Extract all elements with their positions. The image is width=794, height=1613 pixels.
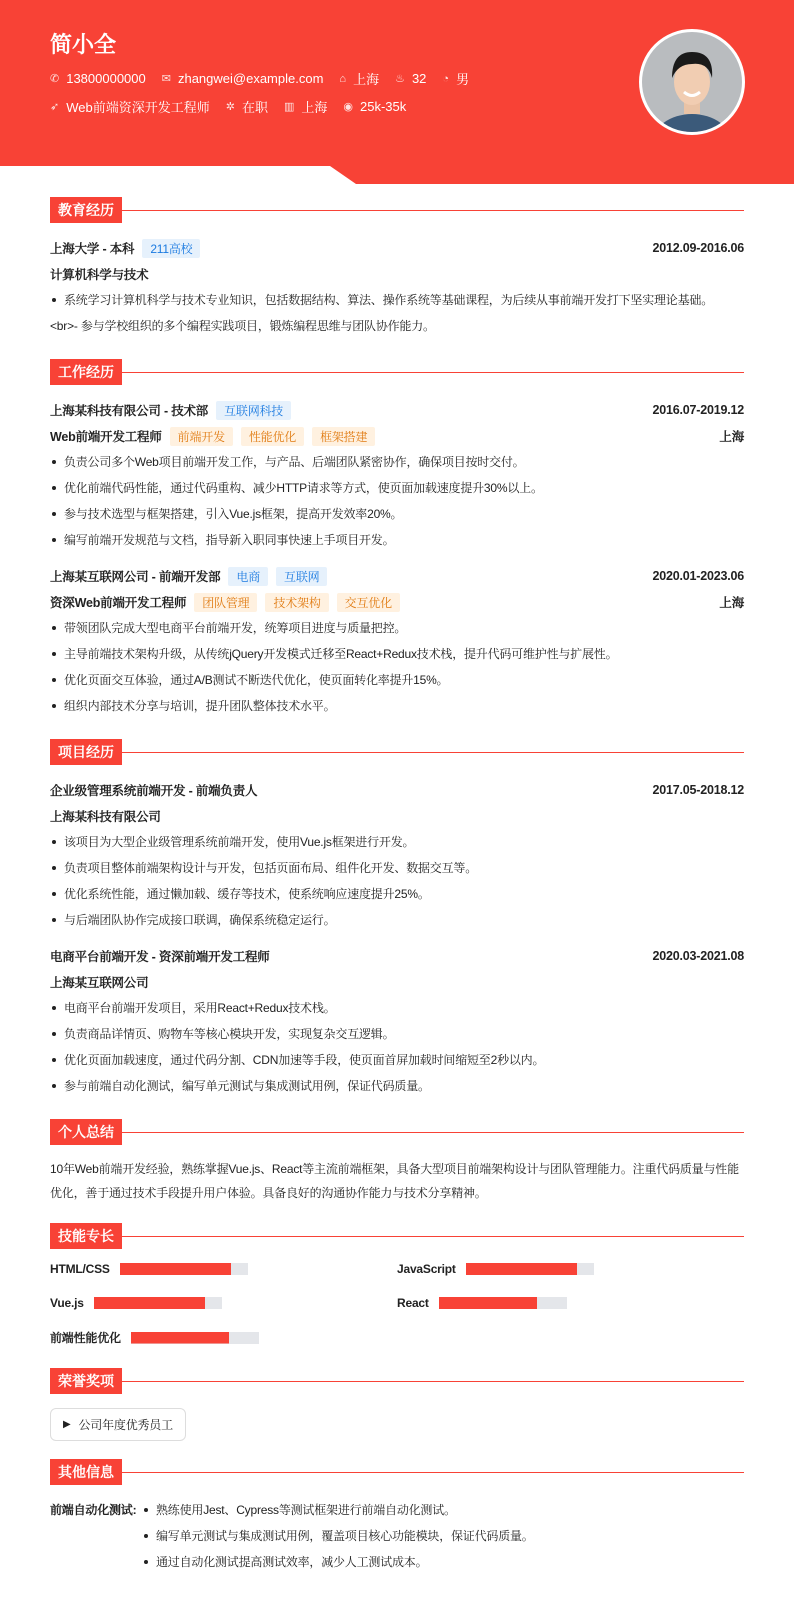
industry-tag: 互联网科技 [216,401,291,420]
divider [122,1472,744,1473]
email-icon: ✉ [161,73,171,85]
skill-name: HTML/CSS [50,1262,110,1276]
project-date: 2020.03-2021.08 [652,949,744,963]
gender-icon: ◔ [442,72,450,85]
divider [122,752,744,753]
list-item: 参与前端自动化测试，编写单元测试与集成测试用例，保证代码质量。 [50,1073,744,1099]
status-icon: ✲ [225,101,235,113]
list-item: 组织内部技术分享与培训，提升团队整体技术水平。 [50,693,744,719]
skill-level-bar [94,1297,222,1309]
award-item[interactable] [50,1408,186,1441]
work-city: 上海 [719,596,744,610]
list-item: 电商平台前端开发项目，采用React+Redux技术栈。 [50,995,744,1021]
list-item: 负责项目整体前端架构设计与开发，包括页面布局、组件化开发、数据交互等。 [50,855,744,881]
section-title: 工作经历 [50,359,122,385]
skill-level-fill [466,1263,577,1275]
section-title: 其他信息 [50,1459,122,1485]
skill-name: React [397,1296,429,1310]
contact-row [50,69,469,88]
work-bullets [50,449,744,553]
skill-tag: 前端开发 [170,427,233,446]
work-company-group [50,567,327,586]
edu-extra: <br>- 参与学校组织的多个编程实践项目，锻炼编程思维与团队协作能力。 [50,319,435,333]
skill-item [50,1295,397,1311]
list-item: 编写单元测试与集成测试用例，覆盖项目核心功能模块，保证代码质量。 [142,1523,744,1549]
industry-tag: 电商 [228,567,268,586]
cake-icon: ♨ [395,73,405,85]
list-item: 负责公司多个Web项目前端开发工作，与产品、后端团队紧密协作，确保项目按时交付。 [50,449,744,475]
award-label: 公司年度优秀员工 [78,1418,173,1432]
project-date: 2017.05-2018.12 [652,783,744,797]
skill-tag: 技术架构 [265,593,328,612]
list-item: 优化页面加载速度，通过代码分割、CDN加速等手段，使页面首屏加载时间缩短至2秒以内。 [50,1047,744,1073]
project-header [50,943,744,969]
section-projects [50,739,744,765]
skill-level-bar [439,1297,567,1309]
work-title-group [50,427,375,446]
project-bullets [50,995,744,1099]
candidate-name: 简小全 [50,32,117,57]
section-title: 荣誉奖项 [50,1368,122,1394]
home-icon: ⌂ [339,72,347,85]
list-item: 优化前端代码性能，通过代码重构、减少HTTP请求等方式，使页面加载速度提升30%以上。 [50,475,744,501]
skill-level-fill [120,1263,231,1275]
work-date: 2016.07-2019.12 [652,403,744,417]
salary-icon: ◉ [343,101,353,113]
building-icon: ▥ [283,101,295,113]
phone: 13800000000 [66,71,146,86]
skill-item [50,1261,397,1277]
project-company: 上海某科技有限公司 [50,810,161,824]
skill-tag: 交互优化 [337,593,400,612]
resume-body [50,183,744,1575]
skill-level-bar [466,1263,594,1275]
job-title: 资深Web前端开发工程师 [50,596,187,610]
skill-level-fill [94,1297,205,1309]
caret-right-icon: ▶ [63,1419,71,1430]
edu-date: 2012.09-2016.06 [652,241,744,255]
list-item: 负责商品详情页、购物车等核心模块开发，实现复杂交互逻辑。 [50,1021,744,1047]
spacer [50,553,744,563]
job-title: Web前端开发工程师 [50,430,162,444]
project-company: 上海某互联网公司 [50,976,149,990]
list-item: 与后端团队协作完成接口联调，确保系统稳定运行。 [50,907,744,933]
section-summary [50,1119,744,1145]
summary-text: 10年Web前端开发经验，熟练掌握Vue.js、React等主流前端框架，具备大型项目前端架构设计与团队管理能力。注重代码质量与性能优化，善于通过技术手段提升用户体验。具备良好的沟通协作能力与技术分享精神。 [50,1162,739,1200]
section-title: 教育经历 [50,197,122,223]
send-icon: ➶ [50,101,60,113]
company: 上海某科技有限公司 - 技术部 [50,404,209,418]
skill-level-bar [131,1332,259,1344]
work-company-group [50,401,291,420]
section-other [50,1459,744,1485]
project-company-row [50,969,744,995]
list-item: 优化页面交互体验，通过A/B测试不断迭代优化，使页面转化率提升15%。 [50,667,744,693]
school: 上海大学 - 本科 [50,242,135,256]
section-education [50,197,744,223]
work-header [50,563,744,589]
project-name: 企业级管理系统前端开发 - 前端负责人 [50,784,258,798]
project-company-row [50,803,744,829]
skill-item [397,1261,744,1277]
skill-item [50,1329,397,1346]
list-item: 优化系统性能，通过懒加载、缓存等技术，使系统响应速度提升25%。 [50,881,744,907]
email: zhangwei@example.com [177,71,324,86]
list-item: 主导前端技术架构升级，从传统jQuery开发模式迁移至React+Redux技术栈，提升代码可维护性与扩展性。 [50,641,744,667]
list-item: 带领团队完成大型电商平台前端开发，统筹项目进度与质量把控。 [50,615,744,641]
work-title-row [50,423,744,449]
city: 上海 [353,72,380,87]
skill-name: JavaScript [397,1262,456,1276]
work-title-group [50,593,400,612]
skill-tag: 性能优化 [241,427,304,446]
section-title: 个人总结 [50,1119,122,1145]
section-title: 项目经历 [50,739,122,765]
phone-icon: ✆ [50,73,60,85]
section-skills [50,1223,744,1249]
divider [122,1132,744,1133]
list-item: 参与技术选型与框架搭建，引入Vue.js框架，提高开发效率20%。 [50,501,744,527]
skill-item [397,1295,744,1311]
gender: 男 [456,72,470,87]
section-title: 技能专长 [50,1223,122,1249]
other-label: 前端自动化测试: [50,1503,137,1517]
position: Web前端资深开发工程师 [66,100,210,115]
list-item: 该项目为大型企业级管理系统前端开发，使用Vue.js框架进行开发。 [50,829,744,855]
list-item: 系统学习计算机科学与技术专业知识，包括数据结构、算法、操作系统等基础课程，为后续从事前端开发打下坚实理论基础。 [50,287,744,313]
work-city: 上海 [301,100,328,115]
skill-level-fill [131,1332,230,1344]
section-awards [50,1368,744,1394]
skill-name: Vue.js [50,1296,84,1310]
major: 计算机科学与技术 [50,268,149,282]
divider [122,210,744,211]
section-work [50,359,744,385]
list-item: 通过自动化测试提高测试效率，减少人工测试成本。 [142,1549,744,1575]
company: 上海某互联网公司 - 前端开发部 [50,570,221,584]
avatar [639,29,745,135]
status: 在职 [241,100,268,115]
list-item: 编写前端开发规范与文档，指导新入职同事快速上手项目开发。 [50,527,744,553]
divider [122,1381,744,1382]
job-intent-row [50,97,406,116]
school-tag: 211高校 [142,239,200,258]
project-bullets [50,829,744,933]
work-date: 2020.01-2023.06 [652,569,744,583]
skill-tag: 框架搭建 [312,427,375,446]
work-title-row [50,589,744,615]
skill-name: 前端性能优化 [50,1331,121,1345]
divider [122,1236,744,1237]
work-header [50,397,744,423]
project-header [50,777,744,803]
work-city: 上海 [719,430,744,444]
work-bullets [50,615,744,719]
salary: 25k-35k [359,99,407,114]
skill-level-fill [439,1297,538,1309]
spacer [50,933,744,943]
list-item: 熟练使用Jest、Cypress等测试框架进行前端自动化测试。 [142,1497,744,1523]
skill-level-bar [120,1263,248,1275]
industry-tag: 互联网 [276,567,327,586]
divider [122,372,744,373]
project-name: 电商平台前端开发 - 资深前端开发工程师 [50,950,270,964]
skill-tag: 团队管理 [194,593,257,612]
age: 32 [411,71,427,86]
